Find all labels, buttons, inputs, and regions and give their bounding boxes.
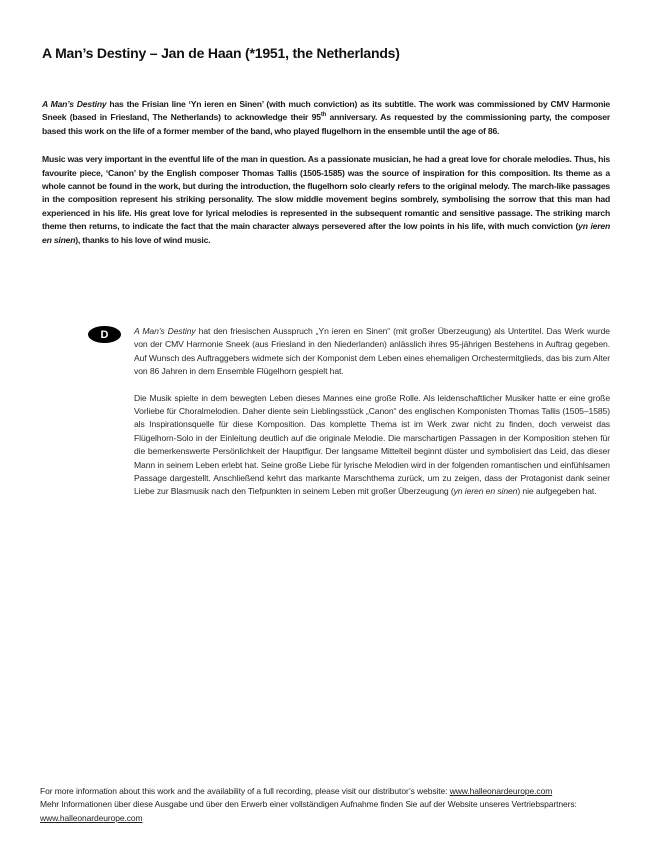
work-title-italic-de: A Man’s Destiny bbox=[134, 326, 196, 336]
english-intro-paragraph bbox=[42, 98, 610, 138]
english-description-text: Music was very important in the eventful life of the man in question. As a passionate musician, he had a great love for chorale melodies. Thus, his favourite piece, ‘Canon’ by the English composer Thomas Tallis (1505-1585) was the source of inspiration for this composition. Its theme as a whole cannot be found in the work, but during the introduction, the flugelhorn solo clearly refers to the original melody. The march-like passages in the composition represent his striking personality. The slow middle movement begins sombrely, symbolising the sorrow that this man had experienced in his life. His great love for lyrical melodies is represented in the subsequent romantic and sensitive passage. The striking march theme then returns, to indicate the fact that the main character always persevered after the low points in his life, with much conviction ( bbox=[42, 154, 610, 232]
german-text-column bbox=[134, 325, 610, 499]
german-language-badge: D bbox=[88, 326, 121, 343]
footer-distributor-note-en bbox=[40, 785, 615, 798]
english-description-paragraph bbox=[42, 153, 610, 247]
german-intro-paragraph bbox=[134, 325, 610, 379]
english-description-text-end: ), thanks to his love of wind music. bbox=[75, 234, 211, 245]
footer-distributor-link-row bbox=[40, 812, 615, 825]
german-description-text: Die Musik spielte in dem bewegten Leben dieses Mannes eine große Rolle. Als leidenschaftlicher Musiker hatte er eine große Vorliebe für Choralmelodien. Daher diente sein Lieblingsstück „Canon“ des englischen Komponisten Thomas Tallis (1505–1585) als Inspirationsquelle für diese Komposition. Das komplette Thema ist im Werk zwar nicht zu finden, doch verweist das Flügelhorn-Solo in der Einleitung deutlich auf die originale Melodie. Die marschartigen Passagen in der Komposition stehen für die bemerkenswerte Persönlichkeit der Hauptfigur. Der langsame Mittelteil beginnt düster und symbolisiert das Leid, das dieser Mann in seinem Leben erlebt hat. Seine große Liebe für lyrische Melodien wird in der folgenden romantischen und einfühlsamen Passage dargestellt. Anschließend kehrt das markante Marschthema zurück, um zu zeigen, dass der Protagonist dank seiner Liebe zur Blasmusik nach den Tiefpunkten in seinem Leben mit großer Überzeugung ( bbox=[134, 392, 610, 497]
page-title: A Man’s Destiny – Jan de Haan (*1951, the Netherlands) bbox=[42, 45, 400, 61]
footer-de-text: Mehr Informationen über diese Ausgabe und über den Erwerb einer vollständigen Aufnahme finden Sie auf der Website unseres Vertriebspartners: bbox=[40, 799, 577, 810]
distributor-website-link-de[interactable]: www.halleonardeurope.com bbox=[40, 812, 143, 823]
german-description-text-end: ) nie aufgegeben hat. bbox=[517, 486, 597, 497]
english-intro-text-continued: anniversary. As requested by the commissioning party, the composer based this work on the life of a former member of the band, who played flugelhorn in the ensemble until the age of 86. bbox=[42, 112, 610, 136]
english-program-notes bbox=[42, 98, 610, 247]
german-program-notes bbox=[42, 325, 610, 499]
ordinal-superscript: th bbox=[320, 112, 327, 119]
english-intro-text: has the Frisian line ‘Yn ieren en Sinen’ (with much conviction) as its subtitle. The work was commissioned by CMV Harmonie Sneek (based in Friesland, The Netherlands) to acknowledge their 95 bbox=[42, 99, 610, 123]
german-intro-text: hat den friesischen Ausspruch „Yn ieren en Sinen“ (mit großer Überzeugung) als Untertitel. Das Werk wurde von der CMV Harmonie Sneek (aus Friesland in den Niederlanden) anlässlich ihres 95-jährigen Bestehens in Auftrag gegeben. Auf Wunsch des Auftraggebers widmete sich der Komponist dem Leben eines ehemaligen Orchestermitglieds, das bis zum Alter von 86 Jahren in dem Ensemble Flügelhorn gespielt hat. bbox=[134, 326, 610, 377]
german-description-paragraph bbox=[134, 392, 610, 499]
distributor-website-link-en[interactable]: www.halleonardeurope.com bbox=[449, 786, 553, 796]
footer-en-text: For more information about this work and the availability of a full recording, please visit our distributor’s website: bbox=[40, 786, 450, 796]
footer-distributor-note-de bbox=[40, 798, 615, 811]
frisian-phrase-italic: yn ieren en sinen bbox=[42, 221, 611, 245]
frisian-phrase-italic-de: yn ieren en sinen bbox=[453, 486, 518, 497]
work-title-italic: A Man’s Destiny bbox=[42, 99, 107, 109]
footer bbox=[40, 785, 615, 825]
